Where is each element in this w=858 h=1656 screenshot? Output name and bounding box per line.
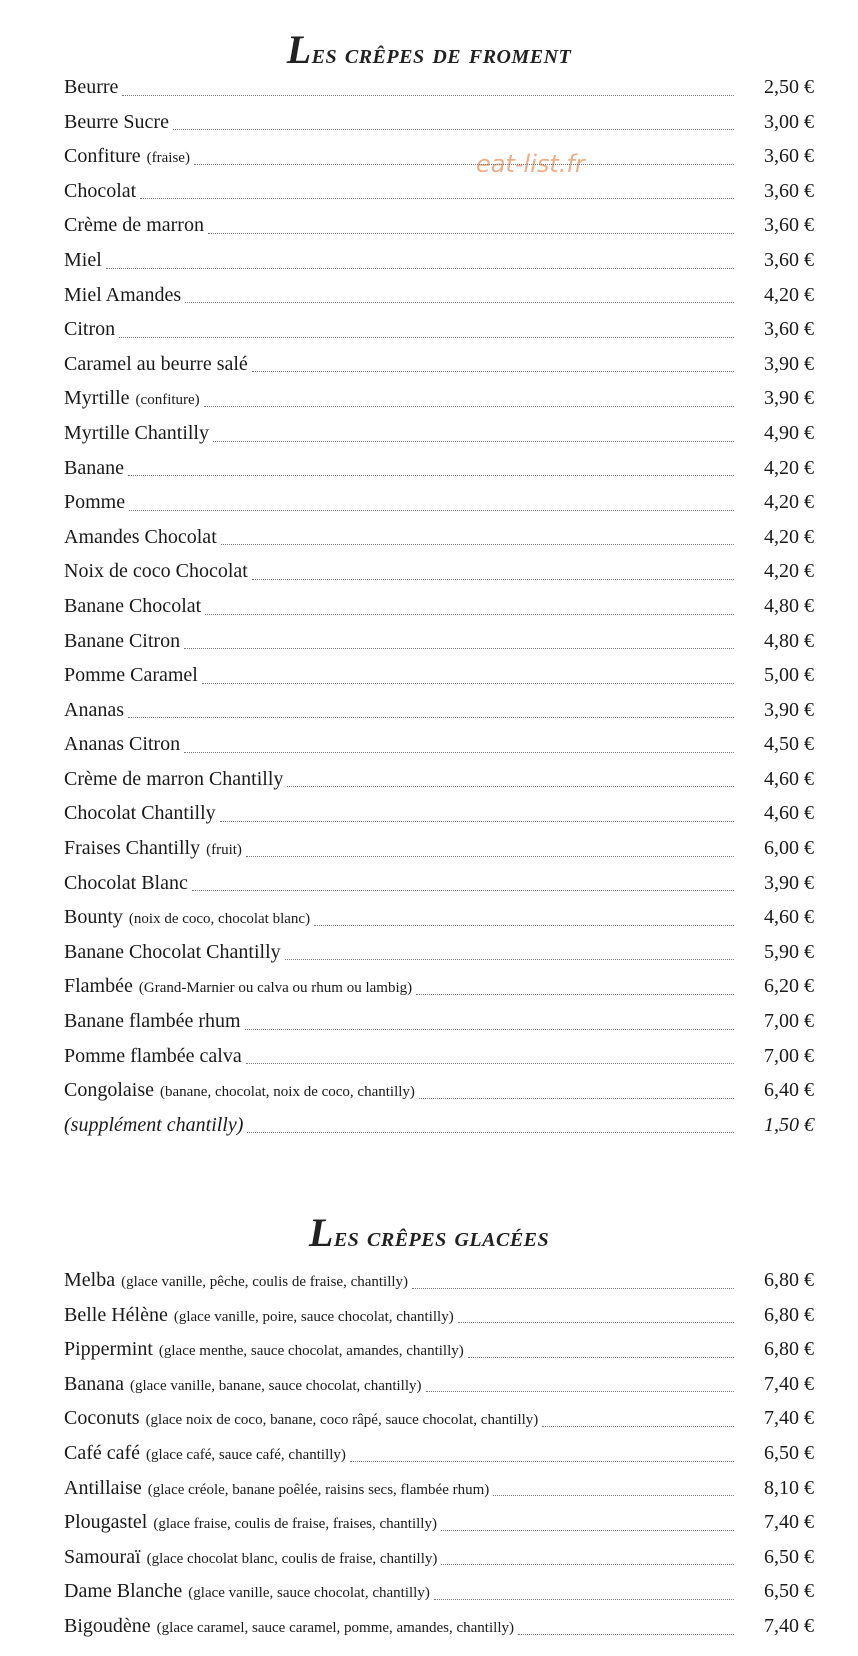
dotted-leader xyxy=(129,510,734,511)
item-price: 7,00 € xyxy=(764,1010,814,1033)
menu-item xyxy=(64,520,814,555)
item-name-text: Fraises Chantilly xyxy=(64,837,201,860)
item-name xyxy=(64,1436,346,1473)
item-name xyxy=(64,1004,241,1039)
item-name-text: Crème de marron Chantilly xyxy=(64,767,284,790)
item-price: 2,50 € xyxy=(764,76,814,98)
menu-item xyxy=(64,70,814,105)
item-description: (glace menthe, sauce chocolat, amandes, chantilly) xyxy=(158,1343,464,1360)
dotted-leader xyxy=(468,1357,734,1358)
item-description: (glace vanille, sauce chocolat, chantilly) xyxy=(188,1585,430,1602)
item-name xyxy=(64,693,124,728)
menu-item xyxy=(64,381,814,416)
item-name-text: Banane Chocolat Chantilly xyxy=(64,940,281,963)
menu-item xyxy=(64,1609,814,1644)
item-description: (confiture) xyxy=(135,392,200,409)
item-name-text: Citron xyxy=(64,318,116,341)
item-name xyxy=(64,1298,454,1335)
item-name xyxy=(64,935,281,970)
item-name-text: Banana xyxy=(64,1372,124,1395)
item-description: (glace café, sauce café, chantilly) xyxy=(146,1446,346,1463)
dotted-leader xyxy=(441,1564,734,1565)
menu-list-crepes-glacees xyxy=(64,1263,814,1644)
item-price: 4,60 € xyxy=(764,767,814,790)
item-price: 7,40 € xyxy=(764,1407,814,1430)
item-name-text: Pippermint xyxy=(64,1338,153,1361)
dotted-leader xyxy=(184,648,734,649)
menu-item xyxy=(64,278,814,313)
item-name-text: Ananas Citron xyxy=(64,733,181,756)
item-name-text: Banane flambée rhum xyxy=(64,1010,241,1033)
dotted-leader xyxy=(419,1098,734,1099)
dotted-leader xyxy=(287,786,734,787)
menu-item xyxy=(64,139,814,174)
item-name xyxy=(64,208,204,243)
item-name-text: Banane Citron xyxy=(64,629,181,652)
item-description: (fraise) xyxy=(146,150,190,167)
menu-item xyxy=(64,935,814,970)
dotted-leader xyxy=(252,579,734,580)
dotted-leader xyxy=(173,129,734,130)
item-price: 7,40 € xyxy=(764,1511,814,1534)
item-price: 4,20 € xyxy=(764,456,814,479)
item-description: (glace vanille, banane, sauce chocolat, chantilly) xyxy=(129,1377,422,1394)
watermark: eat-list.fr xyxy=(476,150,585,178)
item-name xyxy=(64,520,217,555)
dotted-leader xyxy=(204,406,734,407)
item-name xyxy=(64,174,136,209)
item-name-text: Noix de coco Chocolat xyxy=(64,560,248,583)
item-description: (glace vanille, pêche, coulis de fraise, chantilly) xyxy=(121,1274,409,1290)
item-price: 3,90 € xyxy=(764,352,814,375)
item-name xyxy=(64,969,412,1006)
item-price: 4,20 € xyxy=(764,283,814,306)
dotted-leader xyxy=(208,233,734,234)
item-name xyxy=(64,900,310,937)
item-price: 3,00 € xyxy=(764,110,814,133)
item-price: 4,20 € xyxy=(764,560,814,583)
dotted-leader xyxy=(194,164,734,165)
menu-item xyxy=(64,312,814,347)
item-price: 3,60 € xyxy=(764,179,814,202)
item-name xyxy=(64,1367,422,1404)
menu-item xyxy=(64,727,814,762)
item-price: 7,40 € xyxy=(764,1372,814,1395)
dotted-leader xyxy=(493,1495,734,1496)
menu-item xyxy=(64,969,814,1004)
item-name xyxy=(64,139,190,176)
item-name xyxy=(64,1073,415,1110)
menu-item xyxy=(64,105,814,140)
dotted-leader xyxy=(314,925,734,926)
item-name xyxy=(64,312,115,347)
item-name xyxy=(64,1108,243,1143)
item-description: (banane, chocolat, noix de coco, chantilly) xyxy=(160,1084,415,1101)
dotted-leader xyxy=(192,890,734,891)
item-name xyxy=(64,347,248,382)
dotted-leader xyxy=(412,1288,734,1289)
item-price: 4,90 € xyxy=(764,421,814,444)
item-description: (fruit) xyxy=(206,842,242,859)
item-name-text: Dame Blanche xyxy=(64,1580,183,1603)
item-price: 4,60 € xyxy=(764,906,814,929)
menu-item xyxy=(64,416,814,451)
menu-item xyxy=(64,1108,814,1143)
item-name xyxy=(64,278,181,313)
item-name xyxy=(64,416,209,451)
item-name xyxy=(64,1039,242,1074)
dotted-leader xyxy=(518,1634,734,1635)
item-price: 7,00 € xyxy=(764,1044,814,1067)
dotted-leader xyxy=(245,1029,734,1030)
dotted-leader xyxy=(426,1391,734,1392)
item-price: 4,80 € xyxy=(764,594,814,617)
item-name-text: Chocolat xyxy=(64,179,137,202)
item-name-text: Belle Hélène xyxy=(64,1303,168,1326)
item-name xyxy=(64,1332,464,1369)
menu-item xyxy=(64,589,814,624)
menu-item xyxy=(64,554,814,589)
item-name xyxy=(64,658,198,693)
item-name xyxy=(64,831,242,868)
item-name-text: Amandes Chocolat xyxy=(64,525,217,548)
dotted-leader xyxy=(441,1530,734,1531)
menu-item xyxy=(64,243,814,278)
item-name xyxy=(64,1609,514,1646)
item-name xyxy=(64,1471,489,1508)
menu-item xyxy=(64,451,814,486)
item-price: 6,80 € xyxy=(764,1303,814,1326)
menu-item xyxy=(64,1073,814,1108)
item-name xyxy=(64,451,124,486)
item-name-text: Chocolat Blanc xyxy=(64,871,188,894)
item-name-text: Beurre xyxy=(64,76,119,98)
menu-item xyxy=(64,1401,814,1436)
item-name-text: Flambée xyxy=(64,975,133,998)
dotted-leader xyxy=(458,1322,734,1323)
item-price: 5,90 € xyxy=(764,940,814,963)
item-price: 6,40 € xyxy=(764,1079,814,1102)
menu-list-crepes-froment xyxy=(64,70,814,1142)
menu-item xyxy=(64,174,814,209)
item-price: 3,60 € xyxy=(764,248,814,271)
item-name xyxy=(64,1574,430,1611)
menu-item xyxy=(64,208,814,243)
dotted-leader xyxy=(119,337,734,338)
item-price: 3,90 € xyxy=(764,387,814,410)
item-price: 3,60 € xyxy=(764,318,814,341)
dotted-leader xyxy=(184,752,734,753)
item-name-text: Myrtille xyxy=(64,387,130,410)
item-name xyxy=(64,727,180,762)
dotted-leader xyxy=(106,268,734,269)
menu-item xyxy=(64,1505,814,1540)
dotted-leader xyxy=(213,441,734,442)
item-price: 8,10 € xyxy=(764,1476,814,1499)
item-name xyxy=(64,554,248,589)
item-name xyxy=(64,105,169,140)
item-name-text: Crème de marron xyxy=(64,214,204,237)
item-name-text: Confiture xyxy=(64,145,141,168)
item-name xyxy=(64,866,188,901)
dotted-leader xyxy=(252,371,734,372)
item-name-text: Beurre Sucre xyxy=(64,110,169,133)
item-price: 4,20 € xyxy=(764,525,814,548)
item-name-text: Pomme xyxy=(64,491,126,514)
item-description: (glace caramel, sauce caramel, pomme, amandes, chantilly) xyxy=(156,1619,514,1636)
item-description: (glace créole, banane poêlée, raisins secs, flambée rhum) xyxy=(147,1481,490,1498)
item-name-text: (supplément chantilly) xyxy=(64,1113,244,1136)
item-price: 4,50 € xyxy=(764,733,814,756)
menu-item xyxy=(64,1004,814,1039)
dotted-leader xyxy=(246,856,734,857)
item-price: 4,60 € xyxy=(764,802,814,825)
item-price: 3,90 € xyxy=(764,698,814,721)
menu-item xyxy=(64,900,814,935)
item-name-text: Miel Amandes xyxy=(64,283,182,306)
menu-item xyxy=(64,1332,814,1367)
item-name xyxy=(64,1263,408,1300)
menu-item xyxy=(64,1263,814,1298)
dotted-leader xyxy=(221,544,734,545)
item-name-text: Banane Chocolat xyxy=(64,594,202,617)
item-name xyxy=(64,1401,538,1438)
dotted-leader xyxy=(128,475,734,476)
item-name-text: Antillaise xyxy=(64,1476,142,1499)
item-name-text: Ananas xyxy=(64,698,124,721)
item-description: (Grand-Marnier ou calva ou rhum ou lambig) xyxy=(138,980,413,997)
dotted-leader xyxy=(220,821,734,822)
item-name-text: Samouraï xyxy=(64,1545,141,1568)
item-name-text: Congolaise xyxy=(64,1079,154,1102)
item-price: 3,60 € xyxy=(764,214,814,237)
section-title-crepes-glacees: Les crêpes glacées xyxy=(308,1210,550,1255)
menu-item xyxy=(64,1298,814,1333)
item-description: (glace noix de coco, banane, coco râpé, sauce chocolat, chantilly) xyxy=(145,1412,539,1429)
item-price: 7,40 € xyxy=(764,1614,814,1637)
item-price: 6,80 € xyxy=(764,1269,814,1291)
menu-item xyxy=(64,796,814,831)
item-price: 6,50 € xyxy=(764,1580,814,1603)
item-name-text: Café café xyxy=(64,1441,141,1464)
item-name-text: Banane xyxy=(64,456,124,479)
dotted-leader xyxy=(434,1599,734,1600)
item-name-text: Bounty xyxy=(64,906,123,929)
menu-item xyxy=(64,1436,814,1471)
item-name xyxy=(64,796,216,831)
item-name-text: Melba xyxy=(64,1269,116,1291)
menu-item xyxy=(64,485,814,520)
item-name xyxy=(64,381,200,418)
item-price: 6,00 € xyxy=(764,837,814,860)
item-name-text: Plougastel xyxy=(64,1511,148,1534)
item-name-text: Caramel au beurre salé xyxy=(64,352,248,375)
item-price: 3,60 € xyxy=(764,145,814,168)
item-price: 6,80 € xyxy=(764,1338,814,1361)
menu-item xyxy=(64,1471,814,1506)
menu-item xyxy=(64,1367,814,1402)
dotted-leader xyxy=(128,717,734,718)
item-description: (glace vanille, poire, sauce chocolat, chantilly) xyxy=(173,1308,454,1325)
menu-item xyxy=(64,866,814,901)
dotted-leader xyxy=(202,683,734,684)
dotted-leader xyxy=(185,302,734,303)
item-name-text: Myrtille Chantilly xyxy=(64,421,209,444)
menu-item xyxy=(64,1540,814,1575)
item-name xyxy=(64,243,102,278)
item-name xyxy=(64,1505,437,1542)
item-price: 4,80 € xyxy=(764,629,814,652)
menu-item xyxy=(64,1574,814,1609)
dotted-leader xyxy=(122,95,734,96)
dotted-leader xyxy=(350,1461,734,1462)
menu-item xyxy=(64,347,814,382)
item-price: 6,50 € xyxy=(764,1545,814,1568)
item-name xyxy=(64,762,283,797)
item-name xyxy=(64,485,125,520)
item-name xyxy=(64,70,118,105)
item-name-text: Chocolat Chantilly xyxy=(64,802,216,825)
item-description: (glace chocolat blanc, coulis de fraise, chantilly) xyxy=(146,1550,438,1567)
item-description: (noix de coco, chocolat blanc) xyxy=(128,911,311,928)
item-name-text: Bigoudène xyxy=(64,1614,151,1637)
item-name xyxy=(64,1540,437,1577)
dotted-leader xyxy=(542,1426,734,1427)
item-price: 6,20 € xyxy=(764,975,814,998)
menu-item xyxy=(64,624,814,659)
item-name-text: Pomme flambée calva xyxy=(64,1044,242,1067)
menu-item xyxy=(64,831,814,866)
dotted-leader xyxy=(285,959,734,960)
menu-item xyxy=(64,1039,814,1074)
item-name-text: Miel xyxy=(64,248,102,271)
item-price: 3,90 € xyxy=(764,871,814,894)
item-price: 6,50 € xyxy=(764,1441,814,1464)
section-title-crepes-froment: Les crêpes de froment xyxy=(286,27,572,72)
dotted-leader xyxy=(246,1063,734,1064)
item-price: 4,20 € xyxy=(764,491,814,514)
dotted-leader xyxy=(140,198,734,199)
menu-item xyxy=(64,762,814,797)
dotted-leader xyxy=(247,1132,734,1133)
menu-item xyxy=(64,693,814,728)
item-price: 1,50 € xyxy=(764,1113,814,1136)
item-name xyxy=(64,589,201,624)
item-name-text: Pomme Caramel xyxy=(64,664,198,687)
dotted-leader xyxy=(205,614,734,615)
menu-item xyxy=(64,658,814,693)
item-description: (glace fraise, coulis de fraise, fraises, chantilly) xyxy=(153,1516,437,1533)
item-name-text: Coconuts xyxy=(64,1407,140,1430)
item-price: 5,00 € xyxy=(764,664,814,687)
item-name xyxy=(64,624,180,659)
dotted-leader xyxy=(416,994,734,995)
